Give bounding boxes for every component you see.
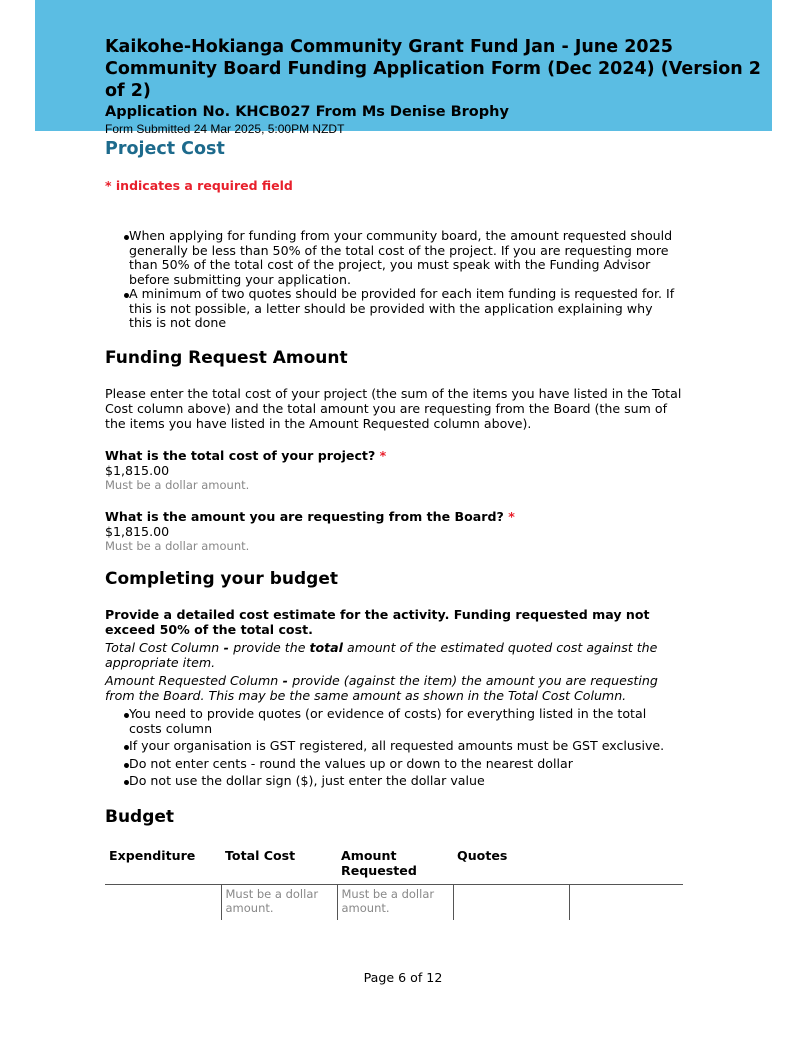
amount-requested-value: $1,815.00 xyxy=(105,524,170,539)
section-title: Project Cost xyxy=(105,139,225,159)
intro-bullet-list xyxy=(105,229,675,331)
bullet-icon xyxy=(124,293,129,298)
amount-requested-cell: Must be a dollar amount. xyxy=(337,885,453,921)
submission-date: Form Submitted 24 Mar 2025, 5:00PM NZDT xyxy=(105,122,345,136)
quotes-cell xyxy=(453,885,569,921)
table-header-row xyxy=(105,848,683,885)
form-header xyxy=(35,0,772,136)
required-field-note: * indicates a required field xyxy=(105,178,293,193)
total-cost-value: $1,815.00 xyxy=(105,463,170,478)
column-header-expenditure: Expenditure xyxy=(105,848,221,885)
bullet-icon xyxy=(124,780,129,785)
amount-requested-question: What is the amount you are requesting from the Board? * xyxy=(105,509,515,524)
total-cost-column-help: Total Cost Column - provide the total amount of the estimated quoted cost against the appropriate item. xyxy=(105,640,658,670)
amount-requested-column-help: Amount Requested Column - provide (against the item) the amount you are requesting from the Board. This may be the same amount as shown in the Total Cost Column. xyxy=(105,673,658,703)
expenditure-cell xyxy=(105,885,221,921)
cost-estimate-instruction: Provide a detailed cost estimate for the activity. Funding requested may not exceed 50% of the total cost. xyxy=(105,607,650,637)
required-marker: * xyxy=(508,509,515,524)
budget-heading: Budget xyxy=(105,807,175,827)
list-item: When applying for funding from your community board, the amount requested should generally be less than 50% of the total cost of the project. If you are requesting more than 50% of the total cost of the project, you must speak with the Funding Advisor before submitting your application. xyxy=(105,229,675,287)
funding-request-heading: Funding Request Amount xyxy=(105,348,348,368)
amount-requested-hint: Must be a dollar amount. xyxy=(105,539,250,553)
list-item: Do not enter cents - round the values up or down to the nearest dollar xyxy=(105,757,665,772)
list-item: You need to provide quotes (or evidence of costs) for everything listed in the total costs column xyxy=(105,707,665,736)
bullet-icon xyxy=(124,763,129,768)
total-cost-cell: Must be a dollar amount. xyxy=(221,885,337,921)
required-marker: * xyxy=(379,448,387,463)
column-header-extra xyxy=(569,848,683,885)
completing-budget-heading: Completing your budget xyxy=(105,569,338,589)
list-item: Do not use the dollar sign ($), just enter the dollar value xyxy=(105,774,665,789)
form-title-line-1: Kaikohe-Hokianga Community Grant Fund Jan - June 2025 xyxy=(105,37,673,57)
budget-bullet-list xyxy=(105,707,665,789)
column-header-total-cost: Total Cost xyxy=(221,848,337,885)
total-cost-hint: Must be a dollar amount. xyxy=(105,478,250,492)
funding-request-description: Please enter the total cost of your project (the sum of the items you have listed in the Total Cost column above) and the total amount you are requesting from the Board (the sum of the items you have listed in the Amount Requested column above). xyxy=(105,386,682,431)
table-row xyxy=(105,885,683,921)
list-item: A minimum of two quotes should be provided for each item funding is requested for. If this is not possible, a letter should be provided with the application explaining why this is not done xyxy=(105,287,675,331)
application-number: Application No. KHCB027 From Ms Denise Brophy xyxy=(105,104,509,120)
bullet-icon xyxy=(124,745,129,750)
page-number: Page 6 of 12 xyxy=(363,970,443,985)
bullet-icon xyxy=(124,235,129,240)
form-title-line-2: Community Board Funding Application Form (Dec 2024) (Version 2 of 2) xyxy=(105,59,761,101)
bullet-icon xyxy=(124,713,129,718)
total-cost-question: What is the total cost of your project? * xyxy=(105,448,387,463)
extra-cell xyxy=(569,885,683,921)
list-item: If your organisation is GST registered, all requested amounts must be GST exclusive. xyxy=(105,739,665,754)
budget-table xyxy=(105,848,683,920)
column-header-amount-requested: Amount Requested xyxy=(337,848,453,885)
column-header-quotes: Quotes xyxy=(453,848,569,885)
